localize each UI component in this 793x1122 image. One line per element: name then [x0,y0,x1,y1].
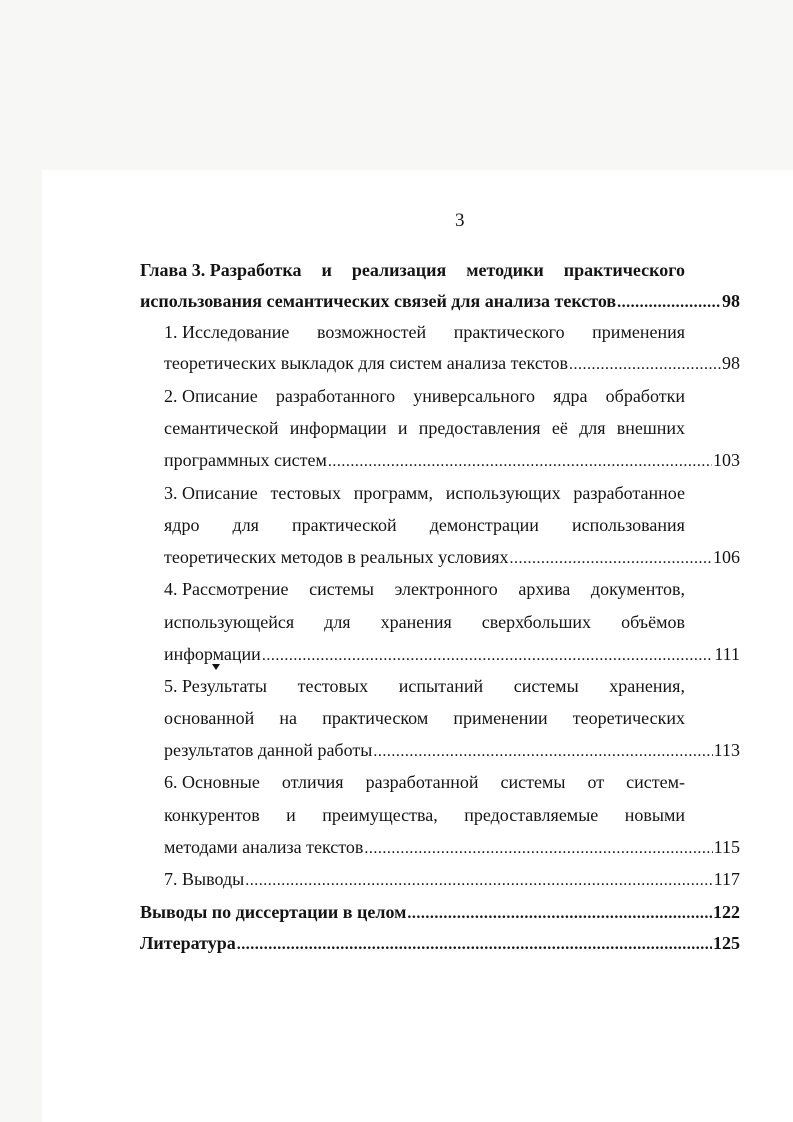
toc-entry-text: программных систем [164,450,327,470]
word: и [286,805,296,825]
toc-entry-text: Литература [140,933,236,953]
word: 4. Рассмотрение [164,579,289,599]
dot-leader [262,644,714,668]
toc-entry-text: теоретических выкладок для систем анализа текстов [164,353,568,373]
toc-entry-text: методами анализа текстов [164,837,364,857]
word: практическом [322,708,429,728]
word: внешних [616,418,685,438]
word: испытаний [398,676,484,696]
toc-section-3-line-1 [164,481,685,505]
toc-page-number: 111 [714,644,740,664]
word: ядра [553,386,588,406]
word: хранения, [609,676,685,696]
word: для [232,515,259,535]
chapter-3-title-line-2[interactable] [140,289,740,313]
toc-section-7[interactable] [164,867,740,891]
page-number: 3 [455,210,465,231]
word: использования [571,515,685,535]
toc-section-4-line-2 [164,610,685,634]
dot-leader [364,837,712,861]
word: ядро [164,515,200,535]
toc-page-number: 122 [713,902,740,922]
toc-page-number: 117 [713,869,740,889]
word: реализация [351,260,447,280]
toc-section-3-last-line[interactable] [164,545,740,569]
word: обработки [605,386,685,406]
word: архива [518,579,571,599]
word: предоставляемые [464,805,599,825]
word: возможностей [316,322,427,342]
word: электронного [394,579,498,599]
word: системы [513,676,579,696]
word: и [321,260,332,280]
dot-leader [245,869,712,893]
word: 3. Описание [164,483,258,503]
toc-section-4-line-1 [164,577,685,601]
word: семантической [164,418,279,438]
word: для [324,612,351,632]
toc-page-number: 103 [713,450,740,470]
word: новыми [624,805,685,825]
toc-literature[interactable] [140,931,740,955]
toc-entry-text: результатов данной работы [164,740,373,760]
word: предоставления [418,418,541,438]
word: использующейся [164,612,295,632]
toc-entry-text: теоретических методов в реальных условиях [164,547,509,567]
word: сверхбольших [481,612,592,632]
word: применения [592,322,685,342]
toc-section-2-last-line[interactable] [164,448,740,472]
toc-page-number: 98 [722,291,740,311]
word: Глава 3. Разработка [140,260,302,280]
toc-page-number: 125 [713,933,740,953]
toc-page-number: 98 [722,353,740,373]
word: и [397,418,408,438]
toc-page-number: 106 [713,547,740,567]
toc-section-5-line-1 [164,674,685,698]
word: разработанного [275,386,396,406]
toc-section-2-line-2 [164,416,685,440]
toc-section-4-last-line[interactable] [164,642,740,666]
word: 5. Результаты [164,676,267,696]
dot-leader [237,933,712,957]
toc-page-number: 115 [713,837,740,857]
word: методики [466,260,544,280]
word: тестовых [297,676,369,696]
word: её [551,418,568,438]
dot-leader [617,291,721,315]
dot-leader [407,902,712,926]
toc-section-2-line-1 [164,384,685,408]
word: объёмов [621,612,685,632]
toc-entry-text: информации [164,644,261,664]
word: для [579,418,606,438]
word: основанной [164,708,255,728]
word: хранения [380,612,452,632]
word: теоретических [572,708,685,728]
toc-section-6-line-1 [164,770,685,794]
word: применении [453,708,548,728]
toc-section-1-last-line[interactable] [164,351,740,375]
toc-section-3-line-2 [164,513,685,537]
word: 1. Исследование [164,322,290,342]
word: системы [309,579,375,599]
dot-leader [569,353,721,377]
word: документов, [590,579,685,599]
word: универсального [413,386,535,406]
word: системы [500,772,566,792]
toc-section-6-line-2 [164,803,685,827]
chapter-3-title-line-1 [140,258,685,282]
word: 2. Описание [164,386,258,406]
word: тестовых [270,483,341,503]
toc-entry-text: использования семантических связей для анализа текстов [140,291,617,311]
scan-artifact-mark [212,664,220,670]
toc-section-5-line-2 [164,706,685,730]
dot-leader [510,547,712,571]
word: разработанное [573,483,685,503]
word: демонстрации [429,515,539,535]
toc-section-6-last-line[interactable] [164,835,740,859]
dot-leader [373,740,712,764]
toc-section-5-last-line[interactable] [164,738,740,762]
toc-entry-text: 7. Выводы [164,869,245,889]
toc-section-1-line-1 [164,320,685,344]
word: конкурентов [164,805,260,825]
word: практической [292,515,397,535]
word: информации [289,418,387,438]
toc-entry-text: Выводы по диссертации в целом [140,902,407,922]
word: разработанной [365,772,479,792]
word: практического [453,322,565,342]
dot-leader [328,450,712,474]
word: систем- [626,772,685,792]
word: использующих [445,483,561,503]
word: отличия [281,772,344,792]
toc-page-number: 113 [713,740,740,760]
word: от [587,772,605,792]
word: на [279,708,298,728]
word: 6. Основные [164,772,260,792]
toc-conclusions[interactable] [140,900,740,924]
word: преимущества, [322,805,438,825]
word: программ, [353,483,434,503]
word: практического [563,260,685,280]
